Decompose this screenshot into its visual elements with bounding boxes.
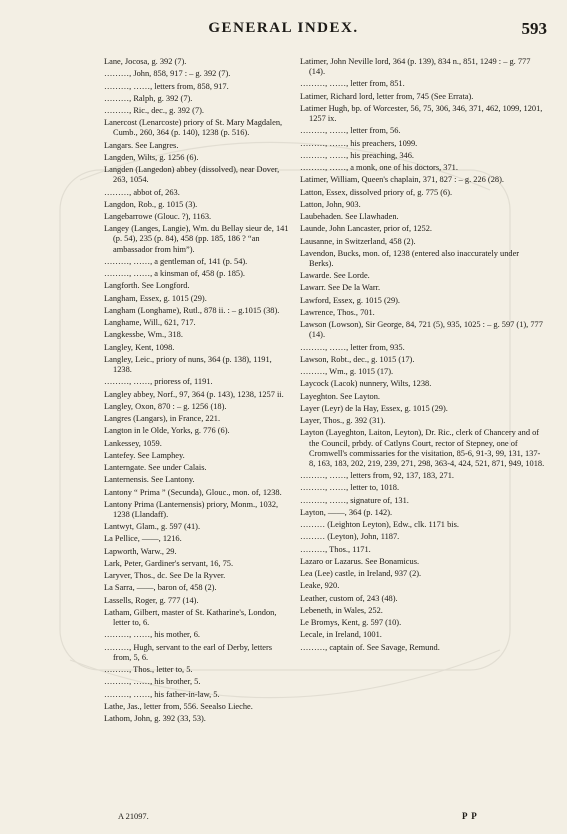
page-number: 593 (521, 19, 547, 38)
index-entry: Langley, Oxon, 870 : – g. 1256 (18). (104, 401, 227, 411)
index-entry: Lanercost (Lenarcoste) priory of St. Mary Magdalen, Cumb., 260, 364 (p. 140), 1238 (p. 516). (104, 118, 283, 138)
signature-mark-right: P P (462, 811, 478, 821)
index-entry: ………, ……, his preaching, 346. (300, 150, 414, 160)
index-entry: Lausanne, in Switzerland, 458 (2). (300, 236, 416, 246)
index-column-right (300, 57, 545, 655)
index-entry: Langham (Longhame), Rutl., 878 ii. : – g.1015 (38). (104, 305, 280, 315)
index-entry: ………, abbot of, 263. (104, 187, 180, 197)
index-entry: Lapworth, Warw., 29. (104, 546, 177, 556)
index-entry: Latimer, Richard lord, letter from, 745 (See Errata). (300, 91, 474, 101)
index-entry: Layeghton. See Layton. (300, 391, 381, 401)
index-entry: Launde, John Lancaster, prior of, 1252. (300, 224, 432, 234)
index-entry: ………, ……, a gentleman of, 141 (p. 54). (104, 256, 248, 266)
index-entry: ………, ……, signature of, 131. (300, 495, 409, 505)
index-entry: Lane, Jocosa, g. 392 (7). (104, 57, 187, 66)
page-header (0, 20, 567, 46)
index-entry: Langley, Leic., priory of nuns, 364 (p. 138), 1191, 1238. (104, 354, 272, 375)
index-entry: Langley, Kent, 1098. (104, 342, 175, 352)
index-entry: Latton, Essex, dissolved priory of, g. 775 (6). (300, 187, 453, 197)
index-entry: Le Bromys, Kent, g. 597 (10). (300, 618, 402, 628)
index-entry: ………, ……, letter from, 935. (300, 342, 405, 352)
index-entry: Langkessbe, Wm., 318. (104, 330, 183, 340)
index-entry: Laubehaden. See Llawhaden. (300, 212, 399, 222)
index-entry: Laycock (Lacok) nunnery, Wilts, 1238. (300, 379, 432, 389)
index-entry: Langey (Langes, Langie), Wm. du Bellay sieur de, 141 (p. 54), 235 (p. 84), 458 (pp. 185, 186 ? “an ambassador from him”). (104, 224, 289, 254)
index-entry: ………, ……, his mother, 6. (104, 630, 200, 640)
index-entry: ………, Ric., dec., g. 392 (7). (104, 106, 205, 115)
index-entry: ………, captain of. See Savage, Remund. (300, 642, 440, 652)
index-entry: ………, Ralph, g. 392 (7). (104, 93, 193, 103)
index-entry: Langton in le Olde, Yorks, g. 776 (6). (104, 426, 230, 436)
index-entry: Latimer Hugh, bp. of Worcester, 56, 75, 306, 346, 371, 462, 1099, 1201, 1257 ix. (300, 103, 543, 124)
index-entry: Latton, John, 903. (300, 199, 361, 209)
index-entry: ………, Thos., 1171. (300, 544, 371, 554)
index-entry: Layton, ——, 364 (p. 142). (300, 507, 393, 517)
index-entry: Lea (Lee) castle, in Ireland, 937 (2). (300, 569, 422, 579)
index-entry: ……… (Leyton), John, 1187. (300, 532, 400, 542)
index-entry: ……… (Leighton Leyton), Edw., clk. 1171 bis. (300, 520, 459, 530)
index-entry: ………, ……, letter from, 56. (300, 126, 401, 136)
page-footer (0, 812, 567, 826)
index-entry: ………, Wm., g. 1015 (17). (300, 367, 394, 377)
index-entry: Lawford, Essex, g. 1015 (29). (300, 295, 401, 305)
index-entry: Lathe, Jas., letter from, 556. Seealso Lieche. (104, 701, 253, 711)
index-entry: Layer (Leyr) de la Hay, Essex, g. 1015 (29). (300, 403, 448, 413)
index-entry: Leake, 920. (300, 581, 340, 591)
index-entry: La Sarra, ——, baron of, 458 (2). (104, 583, 217, 593)
index-entry: Lassells, Roger, g. 777 (14). (104, 595, 199, 605)
index-entry: ………, Hugh, servant to the earl of Derby, letters from, 5, 6. (104, 642, 273, 662)
index-entry: Lantony Prima (Lanternensis) priory, Monm., 1032, 1238 (Llandaff). (104, 499, 279, 519)
index-entry: ………, ……, a kinsman of, 458 (p. 185). (104, 269, 245, 279)
index-entry: ………, Thos., letter to, 5. (104, 665, 193, 674)
index-entry: Langden, Wilts, g. 1256 (6). (104, 152, 199, 162)
index-entry: Lantwyt, Glam., g. 597 (41). (104, 522, 201, 532)
index-entry: ………, ……, his brother, 5. (104, 677, 201, 687)
index-entry: Lawarr. See De la Warr. (300, 283, 381, 293)
index-entry: Leather, custom of, 243 (48). (300, 593, 398, 603)
index-entry: Langley abbey, Norf., 97, 364 (p. 143), 1238, 1257 ii. (104, 389, 284, 399)
index-entry: Langdon, Rob., g. 1015 (3). (104, 199, 198, 209)
index-entry: Lark, Peter, Gardiner's servant, 16, 75. (104, 558, 234, 568)
signature-mark-left: A 21097. (118, 812, 149, 821)
index-entry: La Pellice, ——, 1216. (104, 534, 182, 544)
index-entry: ………, ……, letters from, 92, 137, 183, 271. (300, 471, 454, 481)
index-entry: Lanternensis. See Lantony. (104, 475, 195, 485)
index-entry: Lankessey, 1059. (104, 438, 162, 448)
index-entry: Latimer, William, Queen's chaplain, 371, 827 : – g. 226 (28). (300, 175, 504, 185)
index-entry: Lanterngate. See under Calais. (104, 463, 207, 473)
index-entry: Lathom, John, g. 392 (33, 53). (104, 714, 206, 723)
index-entry: Lawson (Lowson), Sir George, 84, 721 (5), 935, 1025 : – g. 597 (1), 777 (14). (300, 320, 543, 340)
index-entry: Langham, Essex, g. 1015 (29). (104, 293, 207, 303)
index-entry: Lavendon, Bucks, mon. of, 1238 (entered also inaccurately under Berks). (300, 248, 520, 268)
index-entry: ………, ……, letters from, 858, 917. (104, 81, 229, 91)
index-entry: Lazaro or Lazarus. See Bonamicus. (300, 556, 420, 566)
index-entry: Lecale, in Ireland, 1001. (300, 630, 382, 640)
index-entry: Latimer, John Neville lord, 364 (p. 139), 834 n., 851, 1249 : – g. 777 (14). (300, 57, 531, 77)
index-entry: Lawson, Robt., dec., g. 1015 (17). (300, 354, 415, 364)
index-entry: ………, ……, his father-in-law, 5. (104, 689, 220, 699)
index-entry: Lawarde. See Lorde. (300, 271, 370, 281)
index-entry: Latham, Gilbert, master of St. Katharine's, London, letter to, 6. (104, 607, 277, 628)
index-entry: Lantefey. See Lamphey. (104, 450, 185, 460)
index-entry: ………, ……, letter from, 851. (300, 79, 405, 89)
index-entry: Lebeneth, in Wales, 252. (300, 605, 383, 615)
index-entry: Langres (Langars), in France, 221. (104, 414, 221, 424)
index-entry: Layer, Thos., g. 392 (31). (300, 416, 386, 426)
index-entry: Langars. See Langres. (104, 140, 179, 150)
index-entry: Langforth. See Longford. (104, 281, 190, 291)
index-entry: ………, ……, his preachers, 1099. (300, 138, 418, 148)
index-entry: ………, ……, prioress of, 1191. (104, 377, 213, 387)
index-entry: Langebarrowe (Glouc. ?), 1163. (104, 212, 212, 222)
page-title: GENERAL INDEX. (208, 20, 359, 36)
index-entry: ………, ……, letter to, 1018. (300, 483, 400, 493)
index-entry: Laryver, Thos., dc. See De la Ryver. (104, 571, 226, 581)
index-column-left (104, 57, 289, 726)
index-entry: Lantony “ Prima ” (Secunda), Glouc., mon. of, 1238. (104, 487, 282, 497)
index-entry: Layton (Layeghton, Laiton, Leyton), Dr. Ric., clerk of Chancery and of the Council, prbdy. of Catlyns Court, rector of Stepney, one of Cromwell's commissaries for the visitation, 85-6, 91-3, 99, 131, 137-8, 163, 183, 202, 219, 239, 271, 298, 363-4, 424, 521, 871, 949, 1018. (300, 428, 545, 468)
index-entry: Langden (Langedon) abbey (dissolved), near Dover, 263, 1054. (104, 165, 280, 185)
index-entry: Lawrence, Thos., 701. (300, 307, 375, 317)
index-entry: ………, John, 858, 917 : – g. 392 (7). (104, 69, 231, 79)
index-entry: Langhame, Will., 621, 717. (104, 318, 196, 328)
index-entry: ………, ……, a monk, one of his doctors, 371. (300, 163, 458, 173)
